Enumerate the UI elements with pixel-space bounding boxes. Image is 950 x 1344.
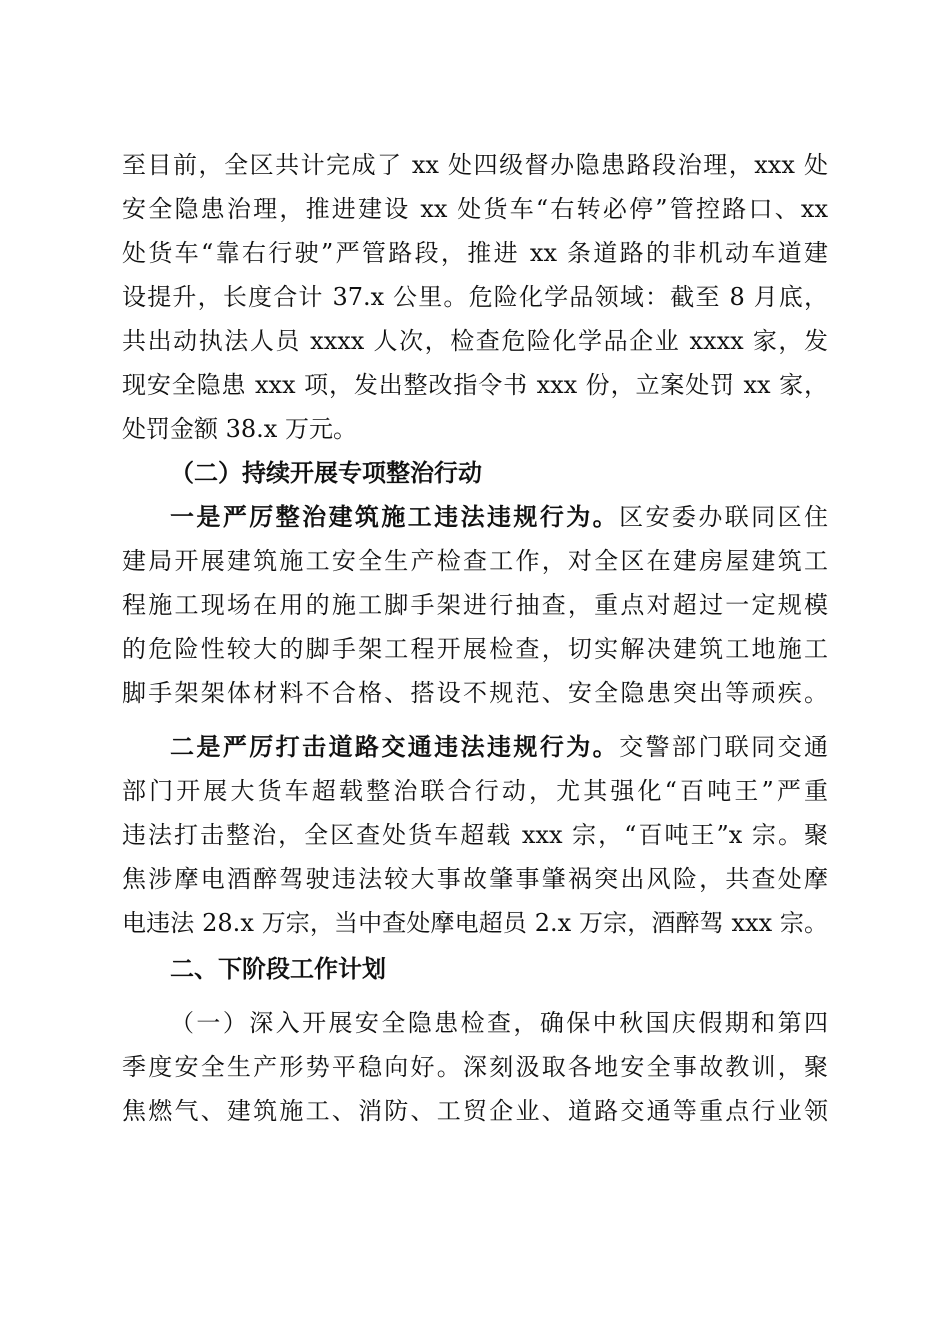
text-line: 部门开展大货车超载整治联合行动，尤其强化“百吨王”严重 — [122, 777, 828, 805]
text-line: 共出动执法人员 xxxx 人次，检查危险化学品企业 xxxx 家，发 — [122, 327, 828, 355]
text-line: 违法打击整治，全区查处货车超载 xxx 宗，“百吨王”x 宗。聚 — [122, 821, 828, 849]
text-line: 处罚金额 38.x 万元。 — [122, 415, 357, 443]
text-line: 电违法 28.x 万宗，当中查处摩电超员 2.x 万宗，酒醉驾 xxx 宗。 — [122, 909, 828, 937]
paragraph-lead: 二是严厉打击道路交通违法违规行为。 — [170, 732, 620, 761]
text-span: 区安委办联同区住 — [619, 503, 828, 531]
text-line: 安全隐患治理，推进建设 xx 处货车“右转必停”管控路口、xx — [122, 195, 828, 223]
text-line: 焦燃气、建筑施工、消防、工贸企业、道路交通等重点行业领 — [122, 1097, 828, 1125]
text-line: 焦涉摩电酒醉驾驶违法较大事故肇事肇祸突出风险，共查处摩 — [122, 865, 828, 893]
text-span: 交警部门联同交通 — [619, 733, 828, 761]
text-line: 处货车“靠右行驶”严管路段，推进 xx 条道路的非机动车道建 — [122, 239, 828, 267]
paragraph-lead: 一是严厉整治建筑施工违法违规行为。 — [170, 502, 620, 531]
text-line — [170, 730, 828, 764]
text-line: 建局开展建筑施工安全生产检查工作，对全区在建房屋建筑工 — [122, 547, 828, 575]
text-line: 现安全隐患 xxx 项，发出整改指令书 xxx 份，立案处罚 xx 家， — [122, 371, 828, 399]
text-line: （一）深入开展安全隐患检查，确保中秋国庆假期和第四 — [170, 1009, 828, 1037]
text-line: 季度安全生产形势平稳向好。深刻汲取各地安全事故教训，聚 — [122, 1053, 828, 1081]
text-line: 至目前，全区共计完成了 xx 处四级督办隐患路段治理，xxx 处 — [122, 151, 828, 179]
text-line: 程施工现场在用的施工脚手架进行抽查，重点对超过一定规模 — [122, 591, 828, 619]
text-line — [170, 500, 828, 534]
text-line: 设提升，长度合计 37.x 公里。危险化学品领域：截至 8 月底， — [122, 283, 828, 311]
text-line: 的危险性较大的脚手架工程开展检查，切实解决建筑工地施工 — [122, 635, 828, 663]
section-subheading: （二）持续开展专项整治行动 — [170, 458, 482, 487]
text-line: 脚手架架体材料不合格、搭设不规范、安全隐患突出等顽疾。 — [122, 679, 828, 707]
section-heading: 二、下阶段工作计划 — [170, 955, 386, 983]
